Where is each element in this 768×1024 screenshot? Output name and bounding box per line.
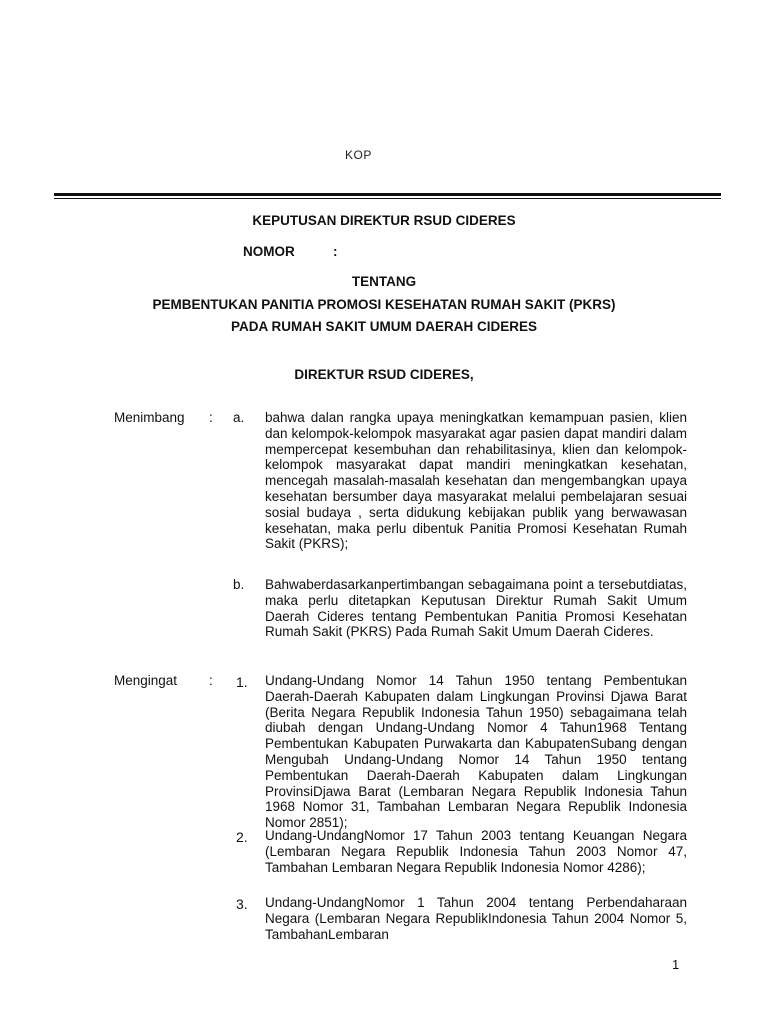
subject-line-1: PEMBENTUKAN PANITIA PROMOSI KESEHATAN RUMAH SAKIT (PKRS) [152,297,616,312]
mengingat-label: Mengingat [114,673,178,688]
decree-title: KEPUTUSAN DIREKTUR RSUD CIDERES [252,213,516,228]
mengingat-item-3-text: Undang-UndangNomor 1 Tahun 2004 tentang Perbendaharaan Negara (Lembaran Negara RepublikIndonesia Tahun 2004 Nomor 5, TambahanLembaran [265,895,687,942]
header-rule-thin [54,198,721,199]
menimbang-item-b-marker: b. [233,577,245,592]
menimbang-item-a-marker: a. [233,410,245,425]
mengingat-colon: : [209,673,213,688]
nomor-line [243,244,338,259]
nomor-colon: : [333,244,338,259]
menimbang-item-a-text: bahwa dalan rangka upaya meningkatkan kemampuan pasien, klien dan kelompok-kelompok masyarakat agar pasien dapat mandiri dalam mempercepat kesembuhan dan rehabilitasinya, klien dan kelompok-kelompok masyarakat dapat mandiri meningkatkan kesehatan, mencegah masalah-masalah kesehatan dan mengembangkan upaya kesehatan bersumber daya masyarakat melalui pembelajaran sesuai sosial budaya , serta didukung kebijakan publik yang berwawasan kesehatan, maka perlu dibentuk Panitia Promosi Kesehatan Rumah Sakit (PKRS); [265,410,687,552]
mengingat-item-1-text: Undang-Undang Nomor 14 Tahun 1950 tentang Pembentukan Daerah-Daerah Kabupaten dalam Lingkungan Provinsi Djawa Barat (Berita Negara Republik Indonesia Tahun 1950) sebagaimana telah diubah dengan Undang-Undang Nomor 4 Tahun1968 Tentang Pembentukan Kabupaten Purwakarta dan KabupatenSubang dengan Mengubah Undang-Undang Nomor 14 Tahun 1950 tentang Pembentukan Daerah-Daerah Kabupaten dalam Lingkungan ProvinsiDjawa Barat (Lembaran Negara Republik Indonesia Tahun 1968 Nomor 31, Tambahan Lembaran Negara Republik Indonesia Nomor 2851); [265,673,687,831]
subject-line-2: PADA RUMAH SAKIT UMUM DAERAH CIDERES [231,319,537,334]
director-heading: DIREKTUR RSUD CIDERES, [294,367,474,382]
page-number: 1 [672,957,680,972]
mengingat-item-3-marker: 3. [236,896,248,912]
menimbang-item-b-text: Bahwaberdasarkanpertimbangan sebagaimana point a tersebutdiatas, maka perlu ditetapkan Keputusan Direktur Rumah Sakit Umum Daerah Cideres tentang Pembentukan Panitia Promosi Kesehatan Rumah Sakit (PKRS) Pada Rumah Sakit Umum Daerah Cideres. [265,577,687,640]
menimbang-colon: : [209,410,213,425]
mengingat-item-2-marker: 2. [236,829,248,845]
mengingat-item-2-text: Undang-UndangNomor 17 Tahun 2003 tentang Keuangan Negara (Lembaran Negara Republik Indonesia Tahun 2003 Nomor 47, Tambahan Lembaran Negara Republik Indonesia Nomor 4286); [265,828,687,875]
header-rule-thick [54,193,721,196]
kop-placeholder: KOP [345,148,372,162]
menimbang-label: Menimbang [114,410,185,425]
tentang-heading: TENTANG [351,274,417,289]
nomor-label: NOMOR [243,244,295,259]
mengingat-item-1-marker: 1. [236,674,248,690]
